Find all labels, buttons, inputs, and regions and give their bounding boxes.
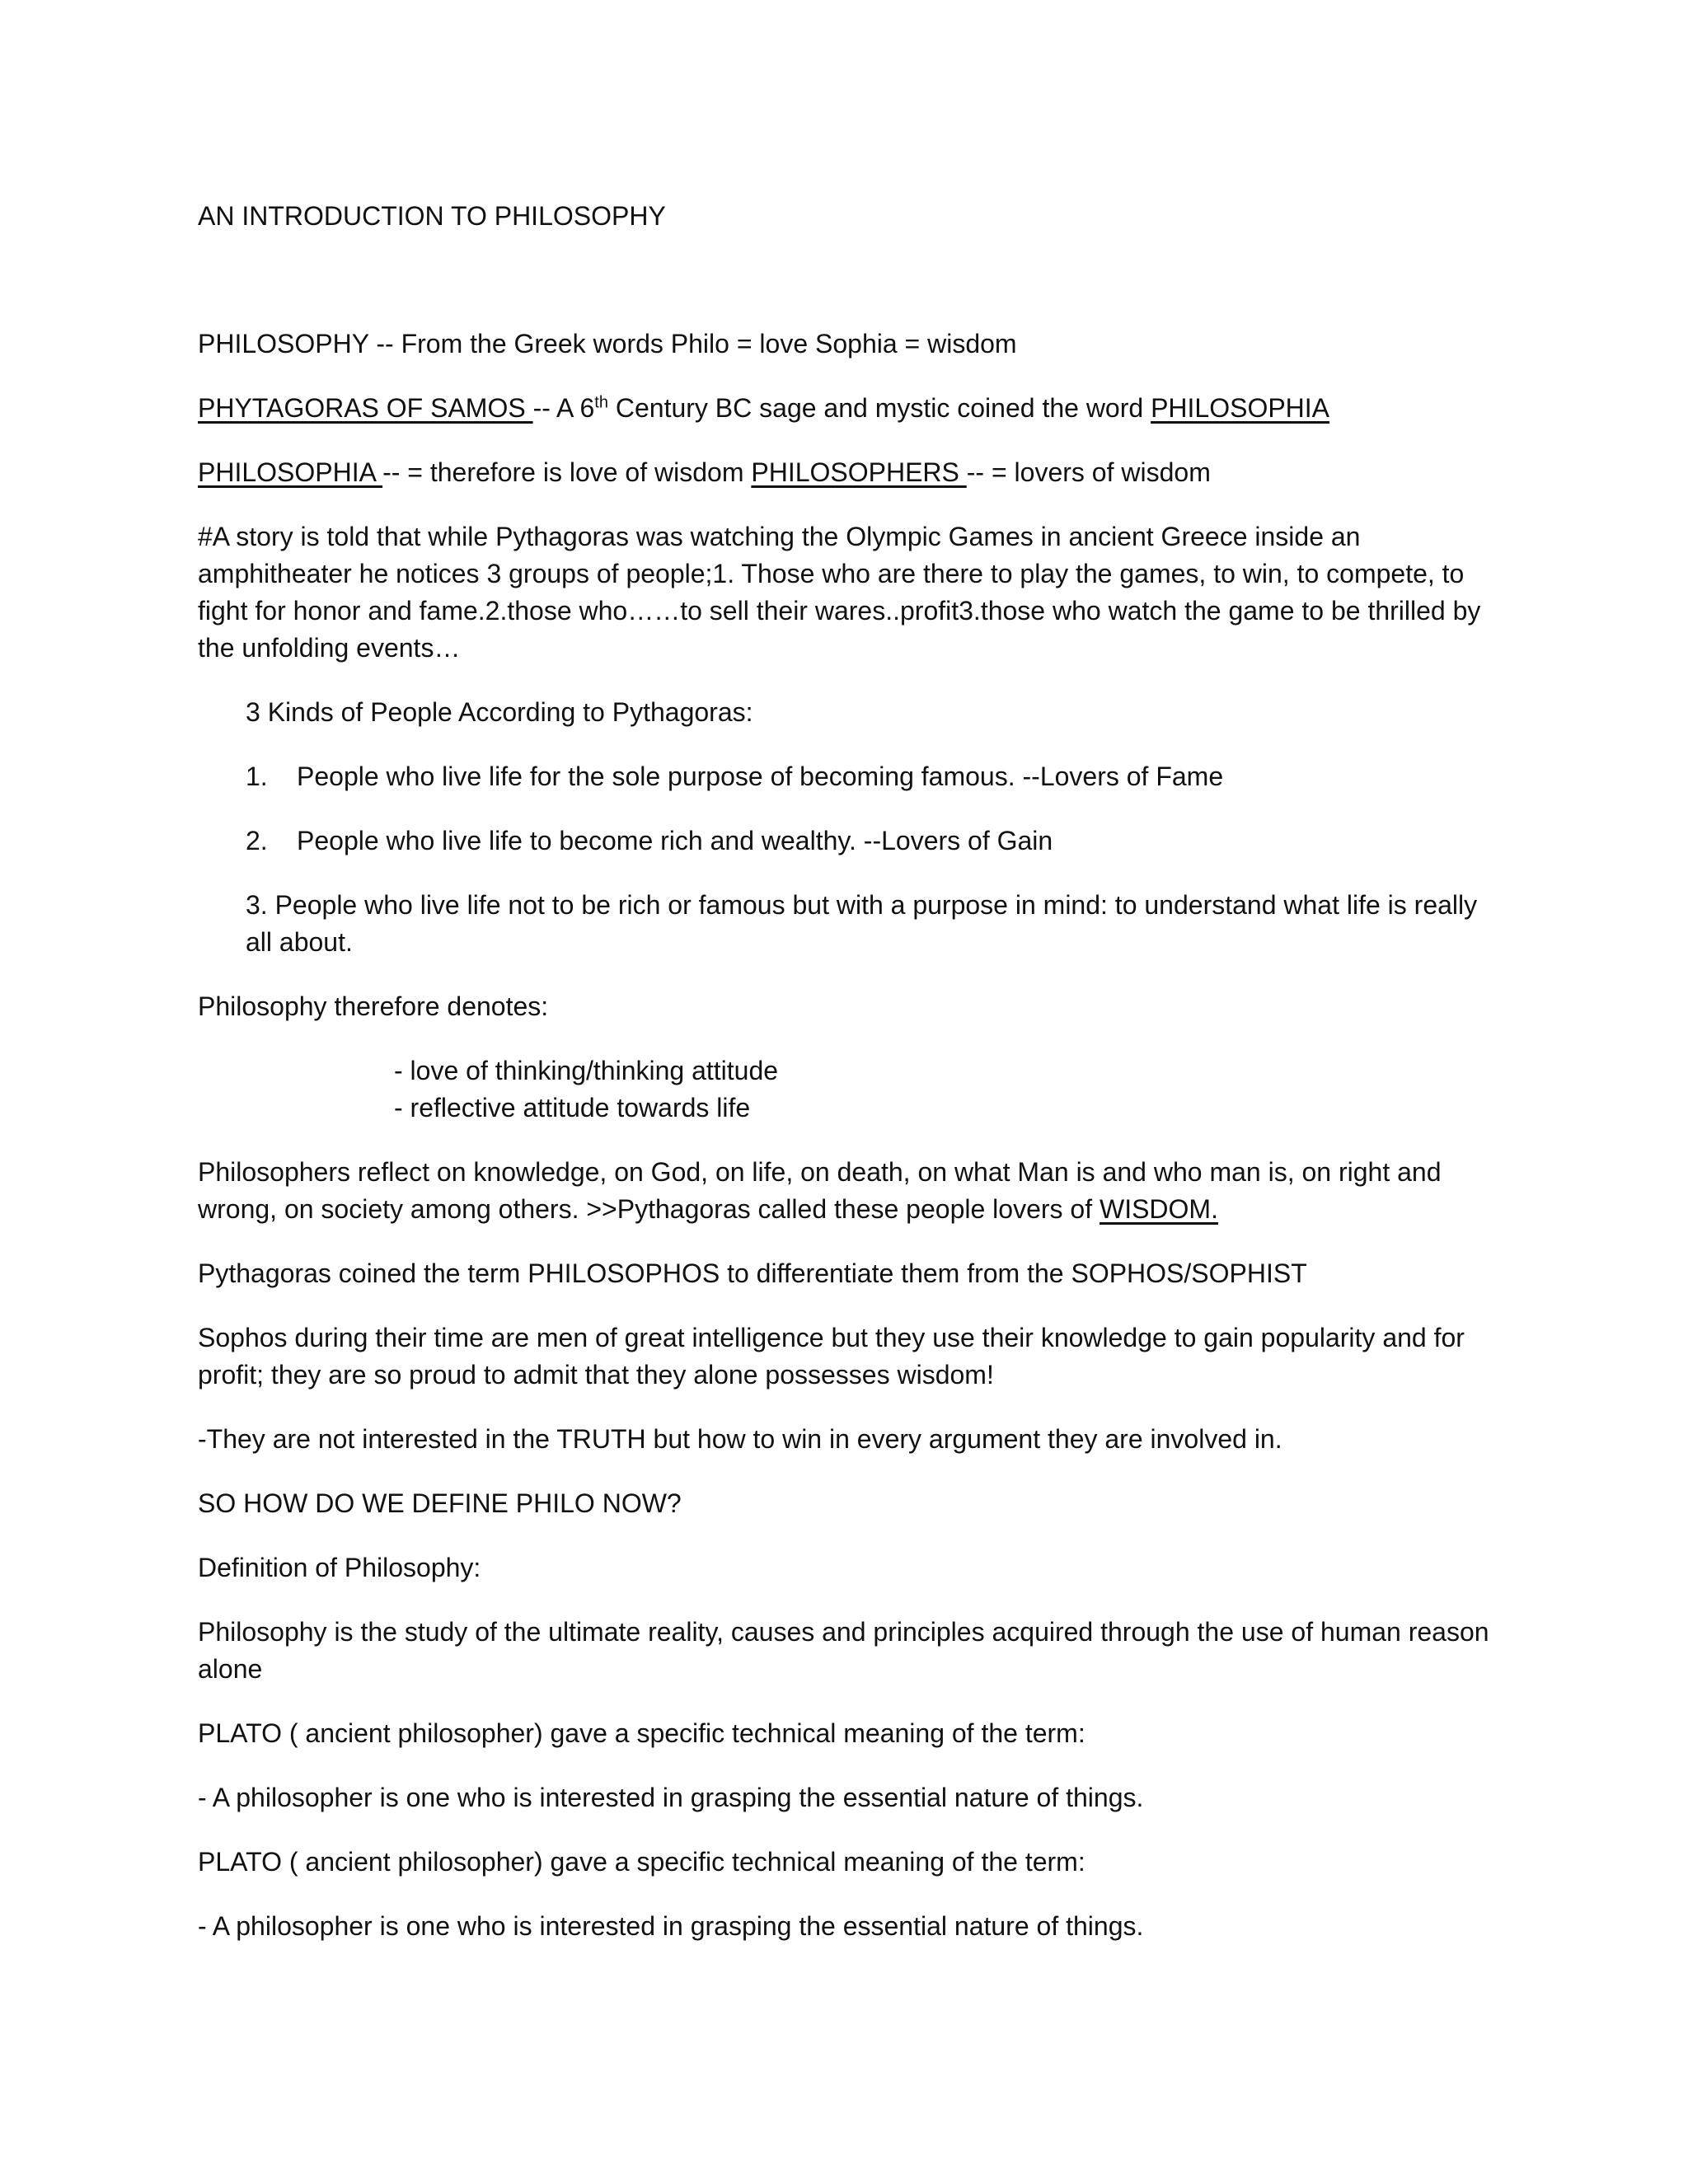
paragraph-reflect xyxy=(198,1154,1492,1228)
text-century-suffix: Century BC sage and mystic coined the word xyxy=(607,393,1151,423)
underlined-philosophia-term: PHILOSOPHIA xyxy=(198,457,383,487)
text-love-of-wisdom: -- = therefore is love of wisdom xyxy=(382,457,752,487)
paragraph-philosopher-2: - A philosopher is one who is interested in grasping the essential nature of things. xyxy=(198,1911,1144,1941)
text-century-prefix: -- A 6 xyxy=(532,393,595,423)
document-title: AN INTRODUCTION TO PHILOSOPHY xyxy=(198,201,666,231)
list-number-2: 2. xyxy=(246,826,268,855)
bullet-item-2: - reflective attitude towards life xyxy=(394,1093,751,1122)
paragraph-definition-heading: Definition of Philosophy: xyxy=(198,1553,481,1582)
underlined-phytagoras: PHYTAGORAS OF SAMOS xyxy=(198,393,533,423)
paragraph-truth: -They are not interested in the TRUTH but how to win in every argument they are involved in. xyxy=(198,1424,1282,1454)
underlined-philosophia: PHILOSOPHIA xyxy=(1151,393,1330,423)
list-text-1: People who live life for the sole purpose of becoming famous. --Lovers of Fame xyxy=(297,762,1224,791)
text-lovers-of-wisdom: -- = lovers of wisdom xyxy=(966,457,1211,487)
paragraph-plato-1: PLATO ( ancient philosopher) gave a specific technical meaning of the term: xyxy=(198,1718,1085,1748)
underlined-philosophers: PHILOSOPHERS xyxy=(751,457,967,487)
paragraph-story: #A story is told that while Pythagoras was watching the Olympic Games in ancient Greece inside an amphitheater he notices 3 groups of people;1. Those who are there to play the games, to win, to compete, to fight for honor and fame.2.those who……to sell their wares..profit3.those who watch the game to be thrilled by the unfolding events… xyxy=(198,522,1481,663)
list-item-3: 3. People who live life not to be rich or famous but with a purpose in mind: to understand what life is really all about. xyxy=(246,890,1478,957)
document-page xyxy=(198,198,1492,1972)
kinds-heading: 3 Kinds of People According to Pythagoras: xyxy=(246,697,753,727)
text-reflect: Philosophers reflect on knowledge, on God, on life, on death, on what Man is and who man is, on right and wrong, on society among others. >>Pythagoras called these people lovers of xyxy=(198,1157,1442,1224)
paragraph-denotes: Philosophy therefore denotes: xyxy=(198,991,549,1021)
paragraph-philosopher-1: - A philosopher is one who is interested in grasping the essential nature of things. xyxy=(198,1783,1144,1812)
list-item-2 xyxy=(198,823,1492,860)
denotes-bullets xyxy=(394,1052,1492,1127)
paragraph-plato-2: PLATO ( ancient philosopher) gave a specific technical meaning of the term: xyxy=(198,1847,1085,1877)
list-number-1: 1. xyxy=(246,762,268,791)
bullet-item-1: - love of thinking/thinking attitude xyxy=(394,1056,779,1085)
paragraph-sophos: Sophos during their time are men of great intelligence but they use their knowledge to gain popularity and for profit; they are so proud to admit that they alone possesses wisdom! xyxy=(198,1323,1465,1390)
paragraph-philosophia xyxy=(198,454,1492,491)
paragraph-phytagoras xyxy=(198,390,1492,427)
underlined-wisdom: WISDOM. xyxy=(1099,1194,1218,1224)
paragraph-etymology: PHILOSOPHY -- From the Greek words Philo = love Sophia = wisdom xyxy=(198,329,1017,359)
superscript-th: th xyxy=(594,393,608,412)
paragraph-definition: Philosophy is the study of the ultimate reality, causes and principles acquired through the use of human reason alone xyxy=(198,1617,1489,1684)
paragraph-define-question: SO HOW DO WE DEFINE PHILO NOW? xyxy=(198,1488,682,1518)
list-item-1 xyxy=(198,758,1492,795)
list-text-2: People who live life to become rich and wealthy. --Lovers of Gain xyxy=(297,826,1053,855)
paragraph-coined: Pythagoras coined the term PHILOSOPHOS to differentiate them from the SOPHOS/SOPHIST xyxy=(198,1258,1307,1288)
